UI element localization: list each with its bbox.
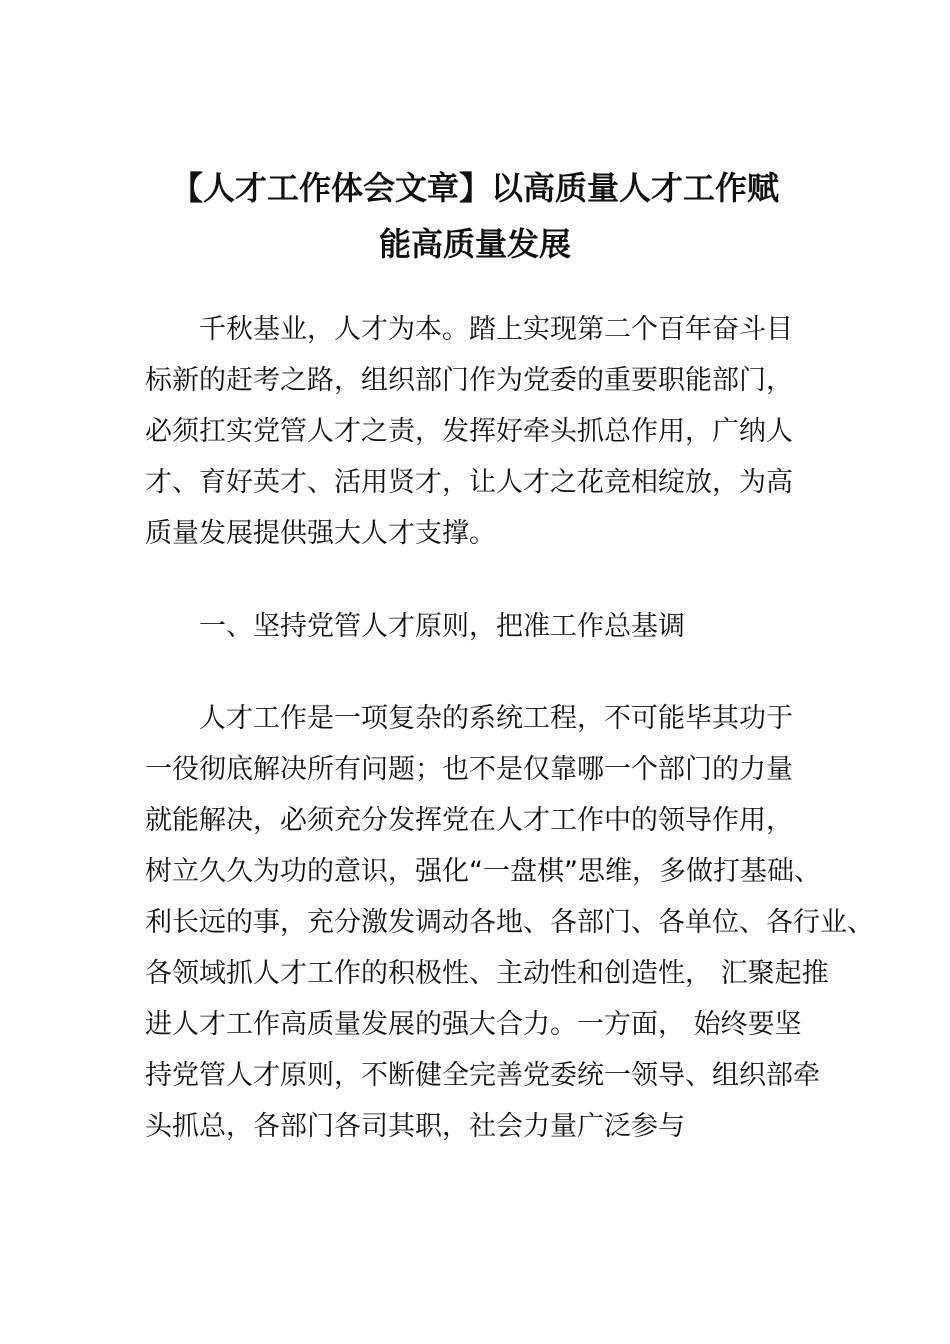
paragraph-line: 进人才工作高质量发展的强大合力。一方面， 始终要坚 <box>145 1009 802 1040</box>
title-line-2: 能高质量发展 <box>378 225 571 263</box>
paragraph-line: 一役彻底解决所有问题；也不是仅靠哪一个部门的力量 <box>145 754 793 785</box>
paragraph-line: 质量发展提供强大人才支撑。 <box>145 518 496 549</box>
paragraph-line: 必须扛实党管人才之责，发挥好牵头抓总作用，广纳人 <box>145 416 793 447</box>
paragraph-line: 才、育好英才、活用贤才，让人才之花竞相绽放，为高 <box>145 467 793 498</box>
body-paragraph <box>145 693 874 1152</box>
title-line-1: 【人才工作体会文章】以高质量人才工作赋 <box>170 169 779 207</box>
paragraph-line: 树立久久为功的意识，强化“一盘棋”思维，多做打基础、 <box>145 856 821 887</box>
section-heading-text: 一、坚持党管人才原则，把准工作总基调 <box>145 611 685 642</box>
paragraph-line: 标新的赶考之路，组织部门作为党委的重要职能部门， <box>145 365 793 396</box>
section-heading <box>145 601 845 652</box>
paragraph-line: 头抓总，各部门各司其职，社会力量广泛参与 <box>145 1111 685 1142</box>
paragraph-line: 各领域抓人才工作的积极性、主动性和创造性， 汇聚起推 <box>145 958 829 989</box>
paragraph-line: 人才工作是一项复杂的系统工程，不可能毕其功于 <box>145 703 793 734</box>
document-title <box>120 160 830 272</box>
paragraph-line: 利长远的事，充分激发调动各地、各部门、各单位、各行业、 <box>145 907 874 938</box>
paragraph-line: 就能解决，必须充分发挥党在人才工作中的领导作用， <box>145 805 793 836</box>
paragraph-line: 持党管人才原则，不断健全完善党委统一领导、组织部牵 <box>145 1060 820 1091</box>
intro-paragraph <box>145 304 845 559</box>
paragraph-line: 千秋基业，人才为本。踏上实现第二个百年奋斗目 <box>145 314 793 345</box>
